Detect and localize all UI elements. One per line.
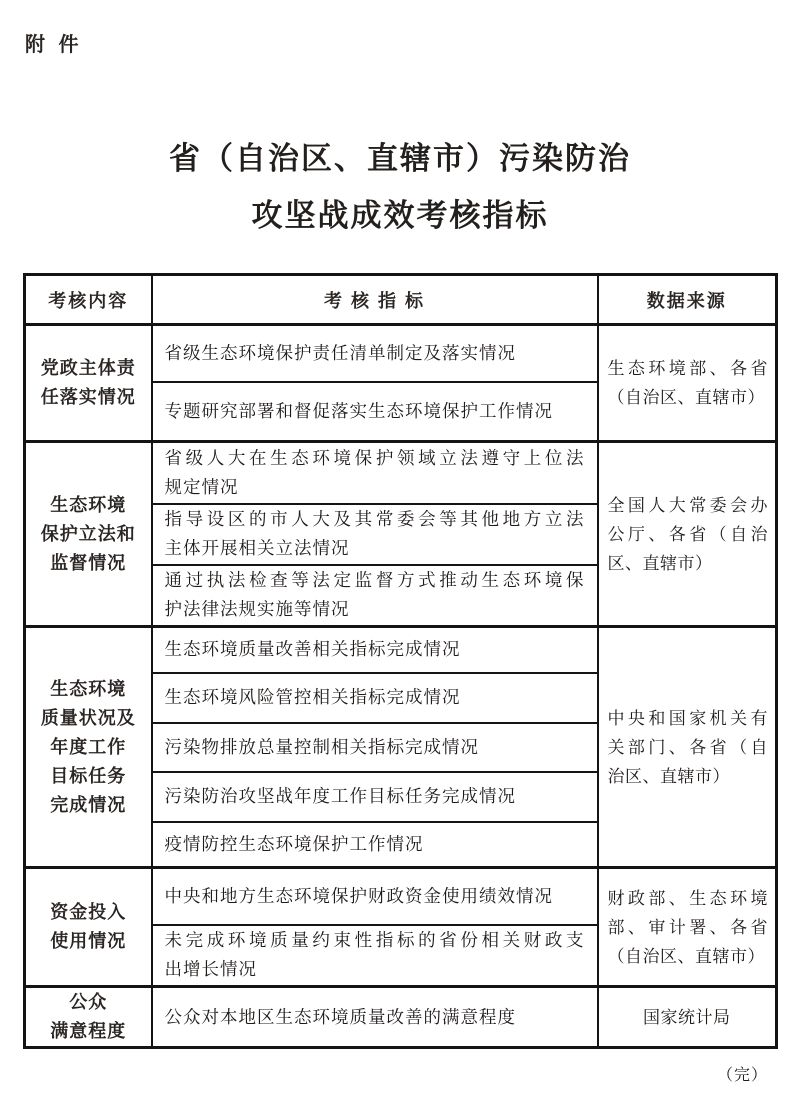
indicator-line: 省级生态环境保护责任清单制定及落实情况 xyxy=(164,342,516,363)
attachment-label: 附 件 xyxy=(25,34,83,56)
source-line: 生态环境部、各省 xyxy=(607,359,768,378)
content-line: 任落实情况 xyxy=(40,387,136,407)
source-line: （自治区、直辖市） xyxy=(607,946,765,966)
table-header-row xyxy=(25,275,777,325)
content-cell-party-responsibility xyxy=(25,325,152,442)
content-line: 监督情况 xyxy=(50,552,127,573)
indicator-line: 省级人大在生态环境保护领域立法遵守上位法 xyxy=(164,447,585,468)
content-line: 资金投入 xyxy=(50,902,127,922)
content-line: 使用情况 xyxy=(50,931,127,951)
indicator-cell xyxy=(152,627,598,673)
table-row xyxy=(25,325,777,382)
source-line: 中央和国家机关有 xyxy=(607,708,768,728)
content-cell-quality-and-annual-targets xyxy=(25,627,152,868)
indicator-line: 污染物排放总量控制相关指标完成情况 xyxy=(164,736,479,757)
indicator-cell xyxy=(152,673,598,723)
document-title-line2: 攻坚战成效考核指标 xyxy=(251,198,549,233)
source-line: 全国人大常委会办 xyxy=(607,495,768,515)
source-cell xyxy=(598,325,777,442)
indicator-cell xyxy=(152,772,598,822)
indicator-line: 主体开展相关立法情况 xyxy=(164,538,350,558)
source-cell xyxy=(598,987,777,1048)
column-header-indicator: 考 核 指 标 xyxy=(152,275,598,325)
indicator-line: 生态环境风险管控相关指标完成情况 xyxy=(164,687,461,707)
indicator-cell xyxy=(152,565,598,627)
end-mark: （完） xyxy=(716,1067,768,1084)
content-line: 质量状况及 xyxy=(40,707,136,728)
source-line: 关部门、各省（自 xyxy=(607,737,768,757)
content-line: 年度工作 xyxy=(50,736,127,757)
indicator-cell xyxy=(152,504,598,565)
document-title xyxy=(0,130,800,244)
content-cell-legislation-supervision xyxy=(25,442,152,627)
source-line: 部、审计署、各省 xyxy=(607,917,768,937)
indicator-cell xyxy=(152,442,598,504)
column-header-content: 考核内容 xyxy=(25,275,152,325)
document-title-line1: 省（自治区、直辖市）污染防治 xyxy=(169,141,631,176)
content-line: 满意程度 xyxy=(50,1021,127,1041)
indicator-line: 指导设区的市人大及其常委会等其他地方立法 xyxy=(164,509,585,529)
indicator-cell xyxy=(152,868,598,925)
content-line: 目标任务 xyxy=(50,765,127,786)
source-cell xyxy=(598,442,777,627)
assessment-indicator-table xyxy=(23,273,778,1049)
table-row xyxy=(25,442,777,504)
indicator-line: 公众对本地区生态环境质量改善的满意程度 xyxy=(164,1006,516,1027)
source-line: 财政部、生态环境 xyxy=(607,888,768,908)
source-line: 区、直辖市） xyxy=(607,553,713,573)
content-line: 党政主体责 xyxy=(40,358,136,378)
content-line: 完成情况 xyxy=(50,794,127,815)
content-line: 生态环境 xyxy=(50,678,127,699)
indicator-cell xyxy=(152,382,598,442)
column-header-source: 数据来源 xyxy=(598,275,777,325)
indicator-cell xyxy=(152,822,598,868)
source-line: 公厅、各省（自治 xyxy=(607,524,768,544)
indicator-line: 生态环境质量改善相关指标完成情况 xyxy=(164,639,461,660)
indicator-line: 护法律法规实施等情况 xyxy=(164,599,350,620)
source-cell xyxy=(598,627,777,868)
indicator-cell xyxy=(152,987,598,1048)
source-line: （自治区、直辖市） xyxy=(607,388,765,407)
indicator-line: 规定情况 xyxy=(164,476,239,497)
indicator-line: 污染防治攻坚战年度工作目标任务完成情况 xyxy=(164,786,516,806)
source-line: 国家统计局 xyxy=(643,1007,731,1027)
content-line: 公众 xyxy=(69,992,108,1012)
indicator-line: 未完成环境质量约束性指标的省份相关财政支 xyxy=(164,930,585,951)
indicator-cell xyxy=(152,723,598,772)
table-row xyxy=(25,868,777,925)
table-row xyxy=(25,987,777,1048)
source-line: 治区、直辖市） xyxy=(607,766,730,786)
indicator-line: 中央和地方生态环境保护财政资金使用绩效情况 xyxy=(164,885,553,906)
indicator-line: 出增长情况 xyxy=(164,959,257,980)
indicator-cell xyxy=(152,925,598,987)
content-cell-funding-usage xyxy=(25,868,152,987)
indicator-line: 疫情防控生态环境保护工作情况 xyxy=(164,833,424,854)
content-line: 生态环境 xyxy=(50,494,127,515)
indicator-line: 专题研究部署和督促落实生态环境保护工作情况 xyxy=(164,400,553,421)
indicator-line: 通过执法检查等法定监督方式推动生态环境保 xyxy=(164,570,585,591)
source-cell xyxy=(598,868,777,987)
content-cell-public-satisfaction xyxy=(25,987,152,1048)
table-row xyxy=(25,627,777,673)
indicator-cell xyxy=(152,325,598,382)
content-line: 保护立法和 xyxy=(40,523,136,544)
